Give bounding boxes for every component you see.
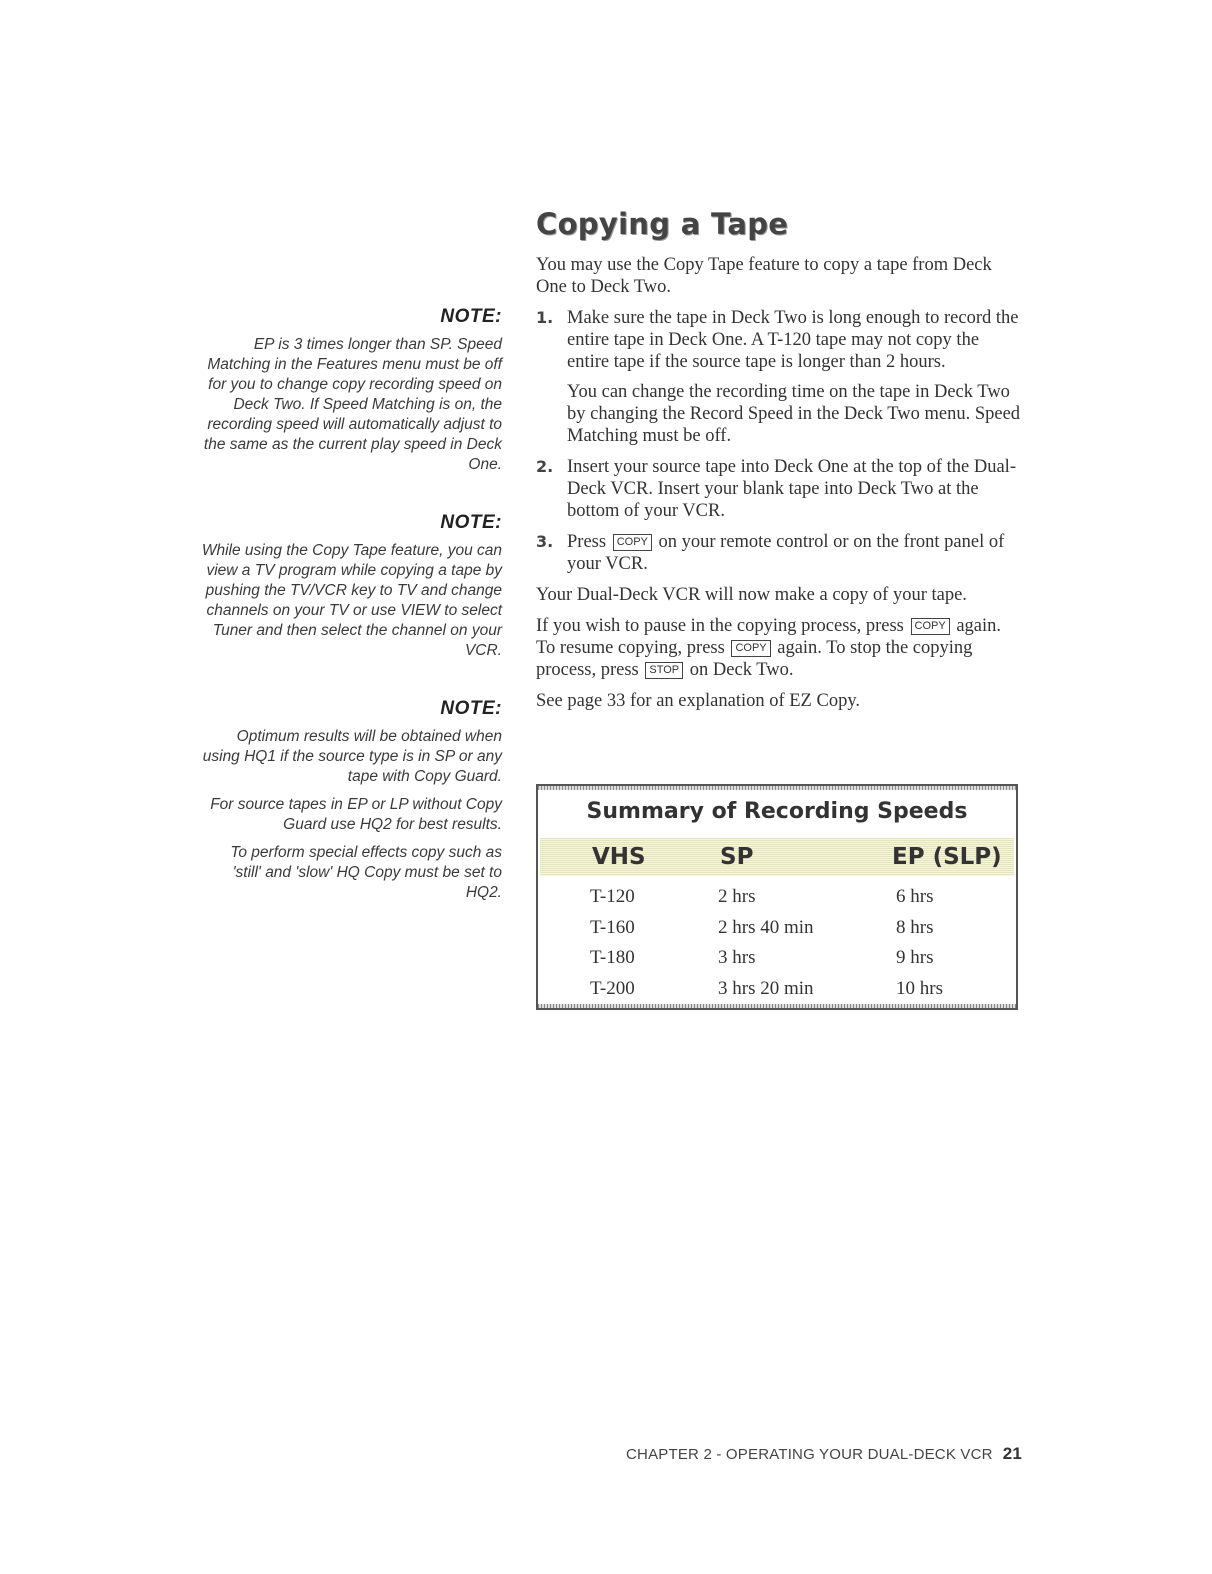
- step-1: [536, 307, 1022, 447]
- note-heading: NOTE:: [440, 512, 502, 533]
- see-page-paragraph: See page 33 for an explanation of EZ Copy.: [536, 691, 860, 711]
- table-row: [538, 943, 1016, 974]
- note-text: Optimum results will be obtained when using HQ1 if the source type is in SP or any tape with Copy Guard.: [202, 728, 502, 785]
- step-number: 1.: [536, 308, 554, 327]
- table-cell: T-180: [590, 947, 635, 968]
- copy-key-icon: COPY: [731, 640, 770, 657]
- copy-key-icon: COPY: [613, 534, 652, 551]
- table-cell: T-200: [590, 977, 635, 999]
- page-number: 21: [1002, 1444, 1022, 1463]
- table-row: [538, 974, 1016, 1005]
- step-text-pre: Press: [567, 532, 607, 552]
- note-heading: NOTE:: [440, 306, 502, 327]
- main-content: [536, 206, 1022, 721]
- step-3: [536, 531, 1022, 575]
- note-text: For source tapes in EP or LP without Copy Guard use HQ2 for best results.: [210, 796, 502, 833]
- chapter-label: CHAPTER 2 - OPERATING YOUR DUAL-DECK VCR: [626, 1446, 993, 1463]
- note-speed-matching: [200, 305, 502, 483]
- note-text: EP is 3 times longer than SP. Speed Matching in the Features menu must be off for you to change copy recording speed on Deck Two. If Speed Matching is on, the recording speed will automatically adjust to the same as the current play speed in Deck One.: [203, 336, 502, 473]
- step-number: 2.: [536, 457, 554, 476]
- table-header-cell: EP (SLP): [892, 844, 1002, 870]
- step-text: Make sure the tape in Deck Two is long enough to record the entire tape in Deck One. A T-120 tape may not copy the entire tape if the source tape is longer than 2 hours.: [567, 308, 1019, 372]
- step-text: Insert your source tape into Deck One at the top of the Dual-Deck VCR. Insert your blank tape into Deck Two at the bottom of your VCR.: [567, 457, 1016, 521]
- step-text: [567, 531, 1022, 575]
- result-paragraph: Your Dual-Deck VCR will now make a copy of your tape.: [536, 585, 967, 605]
- table-row: [538, 913, 1016, 944]
- steps-list: [536, 307, 1022, 575]
- table-cell: 6 hrs: [896, 886, 934, 907]
- table-header-cell: VHS: [592, 844, 646, 870]
- note-tv-viewing: [200, 511, 502, 669]
- stop-key-icon: STOP: [645, 662, 683, 679]
- page-title: Copying a Tape: [536, 207, 789, 241]
- recording-speeds-table: [536, 784, 1018, 1010]
- table-header-row: [540, 838, 1014, 876]
- table-cell: 10 hrs: [896, 977, 943, 999]
- copy-key-icon: COPY: [911, 618, 950, 635]
- pause-text-3: again. To stop the copying process, press: [536, 638, 973, 680]
- pause-text-2: again. To resume copying, press: [536, 616, 1002, 658]
- step-number: 3.: [536, 532, 554, 551]
- table-cell: T-160: [590, 916, 635, 938]
- table-cell: 2 hrs: [718, 886, 756, 907]
- note-text: To perform special effects copy such as 'still' and 'slow' HQ Copy must be set to HQ2.: [230, 844, 502, 901]
- table-cell: 9 hrs: [896, 947, 934, 968]
- note-hq-copy: [200, 697, 502, 911]
- table-cell: 3 hrs: [718, 947, 756, 968]
- pause-paragraph: [536, 615, 1022, 681]
- intro-paragraph: You may use the Copy Tape feature to copy a tape from Deck One to Deck Two.: [536, 255, 992, 297]
- table-body: [538, 882, 1016, 1004]
- step-text-post: on your remote control or on the front panel of your VCR.: [567, 532, 1005, 574]
- table-header-cell: SP: [720, 844, 754, 870]
- table-cell: 3 hrs 20 min: [718, 977, 814, 999]
- table-row: [538, 882, 1016, 913]
- pause-text-1: If you wish to pause in the copying process, press: [536, 616, 904, 636]
- page-footer: [626, 1444, 1022, 1465]
- pause-text-4: on Deck Two.: [689, 660, 794, 680]
- step-subtext: You can change the recording time on the tape in Deck Two by changing the Record Speed in the Deck Two menu. Speed Matching must be off.: [567, 382, 1021, 446]
- table-cell: 2 hrs 40 min: [718, 916, 814, 938]
- step-2: [536, 456, 1022, 522]
- table-cell: 8 hrs: [896, 916, 934, 938]
- table-title: Summary of Recording Speeds: [586, 799, 968, 824]
- note-text: While using the Copy Tape feature, you can view a TV program while copying a tape by pushing the TV/VCR key to TV and change channels on your TV or use VIEW to select Tuner and then select the channel on your VCR.: [201, 542, 502, 659]
- table-cell: T-120: [590, 886, 635, 907]
- note-heading: NOTE:: [440, 698, 502, 719]
